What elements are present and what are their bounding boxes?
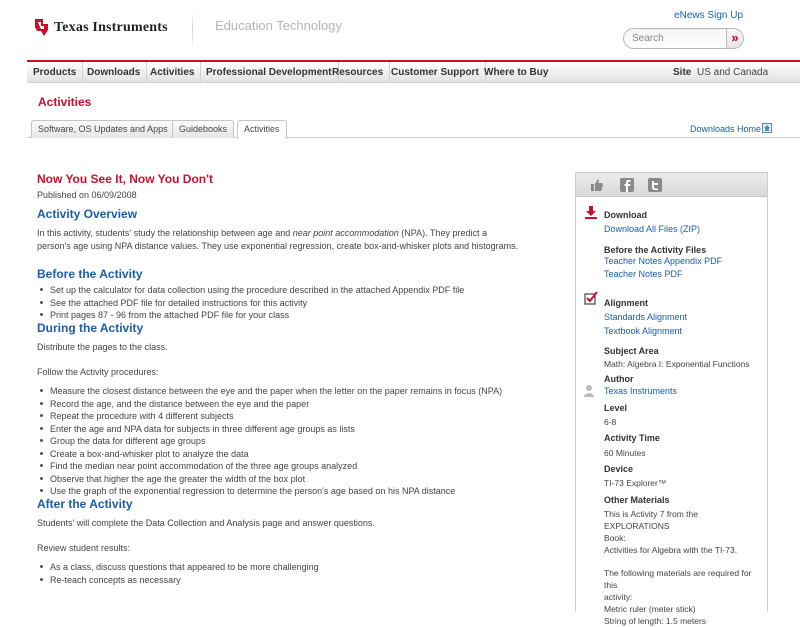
download-all-link[interactable]: Download All Files (ZIP) [604, 224, 701, 234]
after-intro: Students' will complete the Data Collection and Analysis page and answer questions. [37, 518, 375, 528]
device-value: TI-73 Explorer™ [604, 478, 667, 488]
download-heading: Download [604, 210, 647, 220]
list-item: Print pages 87 - 96 from the attached PDF file for your class [50, 309, 464, 322]
overview-text-part: In this activity, students' study the relationship between age and [37, 228, 293, 238]
teacher-notes-link[interactable]: Teacher Notes PDF [604, 269, 683, 279]
list-item: Use the graph of the exponential regression to determine the person's age based on his NPA distance [50, 485, 502, 498]
before-files-heading: Before the Activity Files [604, 245, 707, 255]
ti-logo-icon [33, 18, 50, 37]
home-icon[interactable] [762, 123, 772, 133]
materials-line: activity: [604, 592, 633, 602]
materials-line: The following materials are required for this [604, 568, 752, 590]
during-follow: Follow the Activity procedures: [37, 367, 159, 377]
author-heading: Author [604, 374, 634, 384]
before-heading: Before the Activity [37, 267, 143, 281]
overview-text [37, 227, 557, 252]
nav-item-where-to-buy[interactable]: Where to Buy [484, 67, 549, 78]
list-item: Set up the calculator for data collection using the procedure described in the attached Appendix PDF file [50, 285, 465, 295]
list-item: Record the age, and the distance between the eye and the paper [50, 398, 502, 411]
list-item: As a class, discuss questions that appeared to be more challenging [50, 562, 319, 572]
nav-item-resources[interactable]: Resources [326, 62, 390, 83]
author-link[interactable]: Texas Instruments [604, 386, 678, 396]
nav-item-downloads[interactable]: Downloads [81, 62, 147, 83]
materials-line: Metric ruler (meter stick) [604, 604, 696, 614]
brand-name: Texas Instruments [54, 19, 168, 35]
during-intro: Distribute the pages to the class. [37, 342, 168, 352]
nav-item-customer-support[interactable]: Customer Support [385, 62, 486, 83]
like-icon[interactable] [590, 178, 604, 192]
alignment-heading: Alignment [604, 298, 648, 308]
materials-text [604, 508, 764, 627]
list-item: Enter the age and NPA data for subjects in three different age groups as lists [50, 423, 502, 436]
activity-sidebar [575, 172, 768, 626]
list-item: Observe that higher the age the greater the width of the box plot [50, 473, 502, 486]
materials-heading: Other Materials [604, 495, 670, 505]
level-heading: Level [604, 403, 628, 413]
published-date: Published on 06/09/2008 [37, 190, 137, 200]
after-heading: After the Activity [37, 497, 133, 511]
level-value: 6-8 [604, 417, 617, 427]
time-heading: Activity Time [604, 433, 660, 443]
enews-signup-link[interactable]: eNews Sign Up [674, 10, 743, 21]
standards-alignment-link[interactable]: Standards Alignment [604, 312, 688, 322]
ti-logo[interactable] [33, 18, 168, 37]
materials-line: String of length: 1.5 meters [604, 616, 707, 626]
search-go-button[interactable]: » [726, 28, 744, 49]
list-item: Re-teach concepts as necessary [50, 574, 319, 587]
section-title: Education Technology [215, 18, 342, 33]
materials-line: Book: [604, 533, 626, 543]
site-label: Site [673, 67, 692, 78]
subject-value: Math: Algebra I: Exponential Functions [604, 359, 750, 369]
activity-title: Now You See It, Now You Don't [37, 172, 213, 186]
tab-activities[interactable]: Activities [237, 120, 287, 139]
header-divider [192, 12, 193, 48]
during-heading: During the Activity [37, 321, 144, 335]
download-icon [584, 205, 598, 219]
nav-item-activities[interactable]: Activities [144, 62, 201, 83]
overview-heading: Activity Overview [37, 207, 138, 221]
after-list [50, 561, 319, 586]
list-item: Create a box-and-whisker plot to analyze the data [50, 448, 502, 461]
list-item: Group the data for different age groups [50, 435, 502, 448]
tab-software-os-updates[interactable]: Software, OS Updates and Apps [31, 120, 175, 138]
materials-spacer [604, 556, 764, 567]
time-value: 60 Minutes [604, 448, 646, 458]
main-nav [27, 60, 800, 83]
search-input[interactable]: Search [623, 28, 726, 49]
materials-line: Activities for Algebra with the TI-73. [604, 545, 738, 555]
share-bar [576, 173, 767, 197]
during-list [50, 385, 502, 498]
overview-text-part: (NPA). They predict a [398, 228, 487, 238]
nav-item-products[interactable]: Products [27, 62, 83, 83]
facebook-icon[interactable] [620, 178, 634, 192]
list-item: See the attached PDF file for detailed instructions for this activity [50, 297, 464, 310]
site-header [0, 0, 800, 58]
before-list [50, 284, 464, 322]
after-review: Review student results: [37, 543, 131, 553]
overview-text-line2: person's age using NPA distance values. They use exponential regression, create box-and-whisker plots and histograms. [37, 240, 519, 251]
page-title: Activities [38, 95, 92, 109]
list-item: Measure the closest distance between the eye and the paper when the letter on the paper remains in focus (NPA) [50, 386, 503, 396]
overview-emphasis: near point accommodation [292, 228, 399, 238]
tab-guidebooks[interactable]: Guidebooks [172, 120, 234, 138]
nav-item-professional-development[interactable]: Professional Development [200, 62, 339, 83]
checkbox-icon [584, 291, 598, 305]
site-region-selector[interactable]: US and Canada [697, 67, 769, 78]
author-icon [584, 384, 598, 398]
subject-heading: Subject Area [604, 346, 659, 356]
materials-line: This is Activity 7 from the EXPLORATIONS [604, 509, 698, 531]
device-heading: Device [604, 464, 634, 474]
textbook-alignment-link[interactable]: Textbook Alignment [604, 326, 683, 336]
list-item: Find the median near point accommodation of the three age groups analyzed [50, 460, 502, 473]
list-item: Repeat the procedure with 4 different subjects [50, 410, 502, 423]
twitter-icon[interactable] [648, 178, 662, 192]
downloads-home-link[interactable]: Downloads Home [690, 124, 762, 134]
teacher-notes-appendix-link[interactable]: Teacher Notes Appendix PDF [604, 256, 723, 266]
